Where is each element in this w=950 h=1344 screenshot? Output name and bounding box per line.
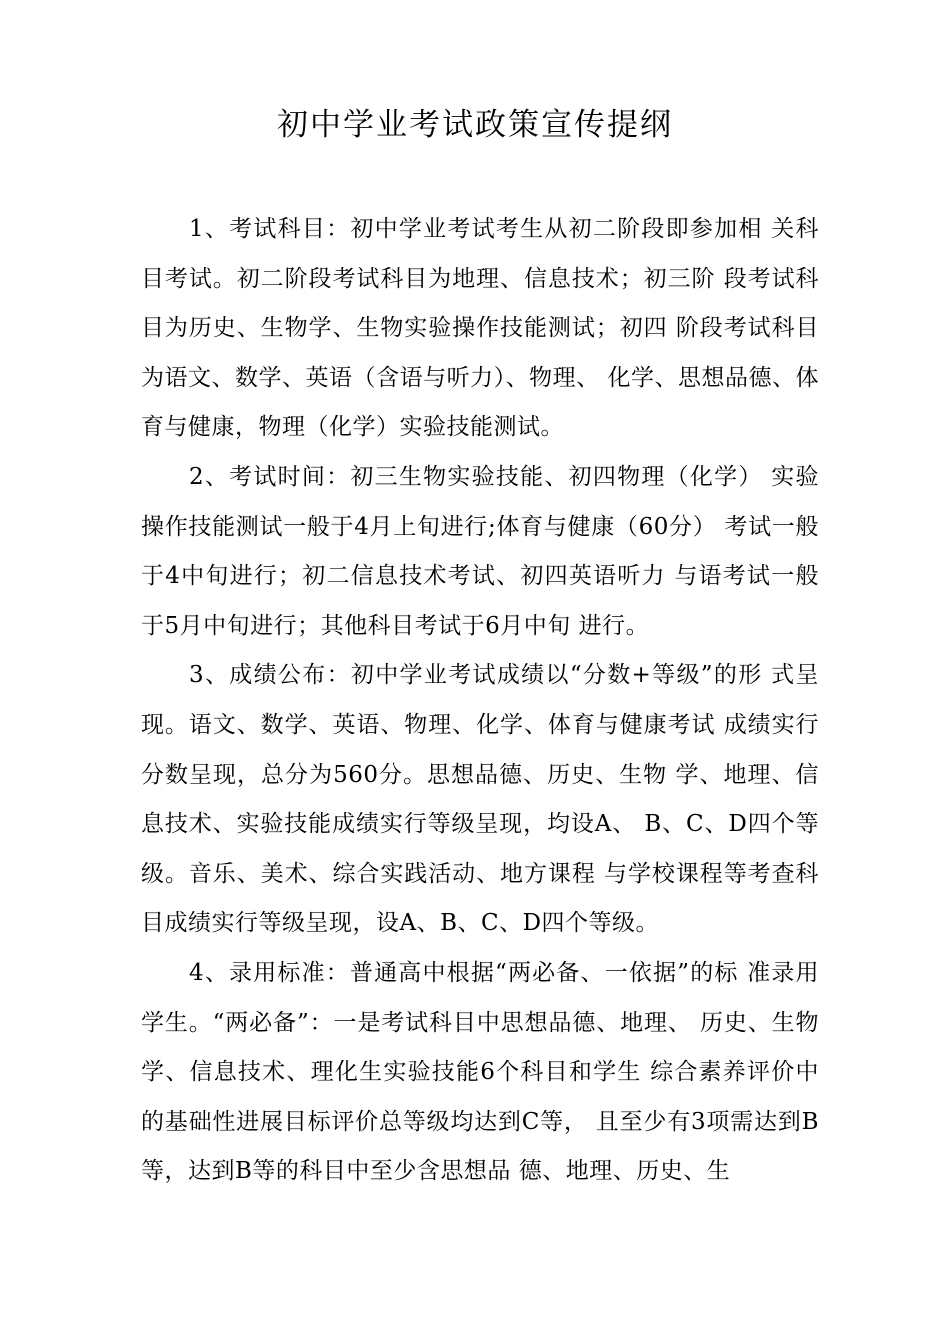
paragraph-exam-subjects: 1、考试科目：初中学业考试考生从初二阶段即参加相 关科目考试。初二阶段考试科目为地理、信息技术；初三阶 段考试科目为历史、生物学、生物实验操作技能测试；初四 阶段考试科目为语文、数学、英语（含语与听力）、物理、 化学、思想品德、体育与健康，物理（化学）实验技能测试。 bbox=[141, 216, 819, 441]
paragraph-score-release: 3、成绩公布：初中学业考试成绩以“分数+等级”的形 式呈现。语文、数学、英语、物理、化学、体育与健康考试 成绩实行分数呈现，总分为560分。思想品德、历史、生物 学、地理、信息技术、实验技能成绩实行等级呈现，均设A、 B、C、D四个等级。音乐、美术、综合实践活动、地方课程 与学校课程等考查科目成绩实行等级呈现，设A、B、C、D四个等级。 bbox=[141, 662, 819, 937]
paragraph-admission-criteria: 4、录用标准：普通高中根据“两必备、一依据”的标 准录用学生。“两必备”：一是考试科目中思想品德、地理、 历史、生物学、信息技术、理化生实验技能6个科目和学生 综合素养评价中的基础性进展目标评价总等级均达到C等， 且至少有3项需达到B等，达到B等的科目中至少含思想品 德、地理、历史、生 bbox=[141, 959, 819, 1185]
document-body bbox=[141, 205, 819, 1197]
paragraph-exam-schedule: 2、考试时间：初三生物实验技能、初四物理（化学） 实验操作技能测试一般于4月上旬进行;体育与健康（60分） 考试一般于4中旬进行；初二信息技术考试、初四英语听力 与语考试一般于5月中旬进行；其他科目考试于6月中旬 进行。 bbox=[141, 463, 819, 639]
document-title: 初中学业考试政策宣传提纲 bbox=[277, 107, 673, 143]
